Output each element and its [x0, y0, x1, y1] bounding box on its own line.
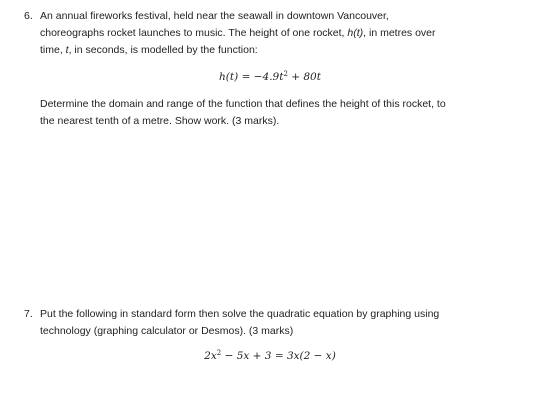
height-equation	[40, 69, 500, 86]
equation-part-b: − 5x + 3 = 3x(2 − x)	[221, 350, 336, 362]
equation-exponent: 2	[283, 70, 288, 78]
question-7	[24, 306, 524, 365]
equation-part-a: 2x	[204, 350, 217, 362]
question-number: 6.	[24, 10, 33, 22]
quadratic-equation	[40, 348, 500, 365]
equation-exponent: 2	[216, 349, 222, 357]
question-body	[40, 8, 524, 130]
text-line-3a: time,	[40, 44, 66, 56]
question-text	[40, 306, 524, 340]
function-name: h(t)	[347, 27, 364, 39]
variable-t: t	[65, 44, 69, 56]
task-line-1: Determine the domain and range of the function that defines the height of this rocket, to	[40, 98, 446, 110]
text-line-2a: choreographs rocket launches to music. The height of one rocket,	[40, 27, 348, 39]
text-line-2: technology (graphing calculator or Desmos). (3 marks)	[40, 325, 294, 337]
text-line-3b: , in seconds, is modelled by the function:	[68, 44, 258, 56]
question-text	[40, 8, 524, 59]
task-text	[40, 96, 524, 130]
equals-sign: =	[241, 71, 251, 83]
text-line-1: Put the following in standard form then solve the quadratic equation by graphing using	[40, 308, 440, 320]
text-line-1: An annual fireworks festival, held near the seawall in downtown Vancouver,	[40, 10, 389, 22]
text-line-2b: , in metres over	[363, 27, 436, 39]
question-body	[40, 306, 524, 365]
equation-rhs-b: + 80t	[287, 71, 321, 83]
question-6	[24, 8, 524, 130]
question-number: 7.	[24, 308, 33, 320]
equation-rhs-a: −4.9t	[253, 71, 284, 83]
task-line-2: the nearest tenth of a metre. Show work. (3 marks).	[40, 115, 280, 127]
equation-lhs: h(t)	[219, 71, 239, 83]
